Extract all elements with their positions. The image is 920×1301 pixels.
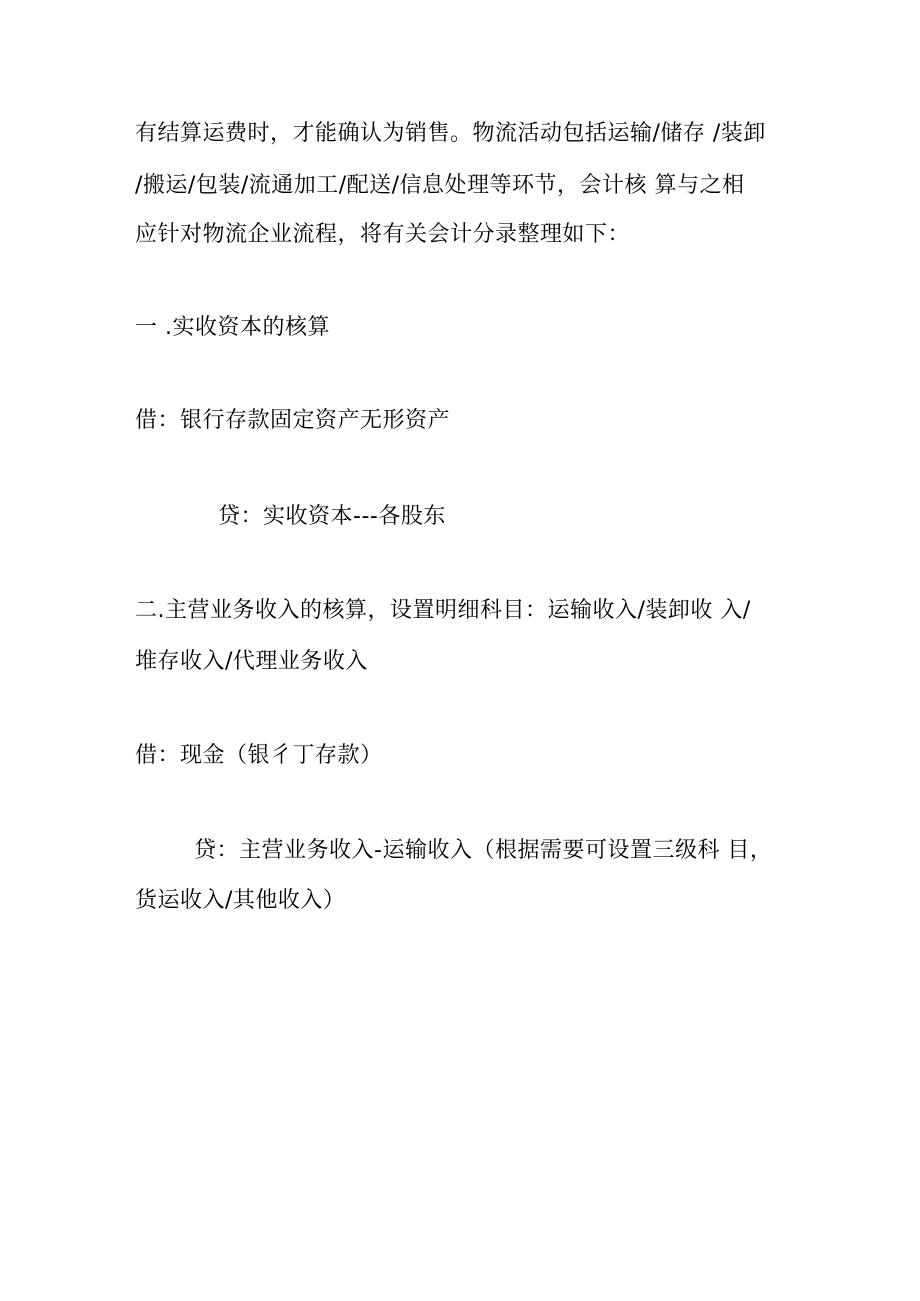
section-2-heading-line-2: 堆存收入/代理业务收入 (135, 649, 368, 674)
section-2-credit-entry-line-2: 货运收入/其他收入） (135, 888, 346, 913)
section-1-heading: 一 .实收资本的核算 (135, 315, 330, 340)
intro-paragraph-line-3: 应针对物流企业流程，将有关会计分录整理如下： (135, 222, 631, 247)
section-2-debit-entry: 借：现金（银彳丁存款） (135, 743, 383, 768)
intro-paragraph-line-1: 有结算运费时，才能确认为销售。物流活动包括运输/储存 /装卸 (135, 121, 766, 146)
intro-paragraph-line-2: /搬运/包装/流通加工/配送/信息处理等环节，会计核 算与之相 (135, 173, 745, 198)
section-2-heading-line-1: 二.主营业务收入的核算，设置明细科目：运输收入/装卸收 入/ (135, 598, 751, 623)
section-1-credit-entry: 贷：实收资本---各股东 (218, 504, 446, 529)
section-2-credit-entry-line-1: 贷：主营业务收入-运输收入（根据需要可设置三级科 目， (194, 838, 773, 863)
section-1-debit-entry: 借：银行存款固定资产无形资产 (135, 408, 451, 433)
